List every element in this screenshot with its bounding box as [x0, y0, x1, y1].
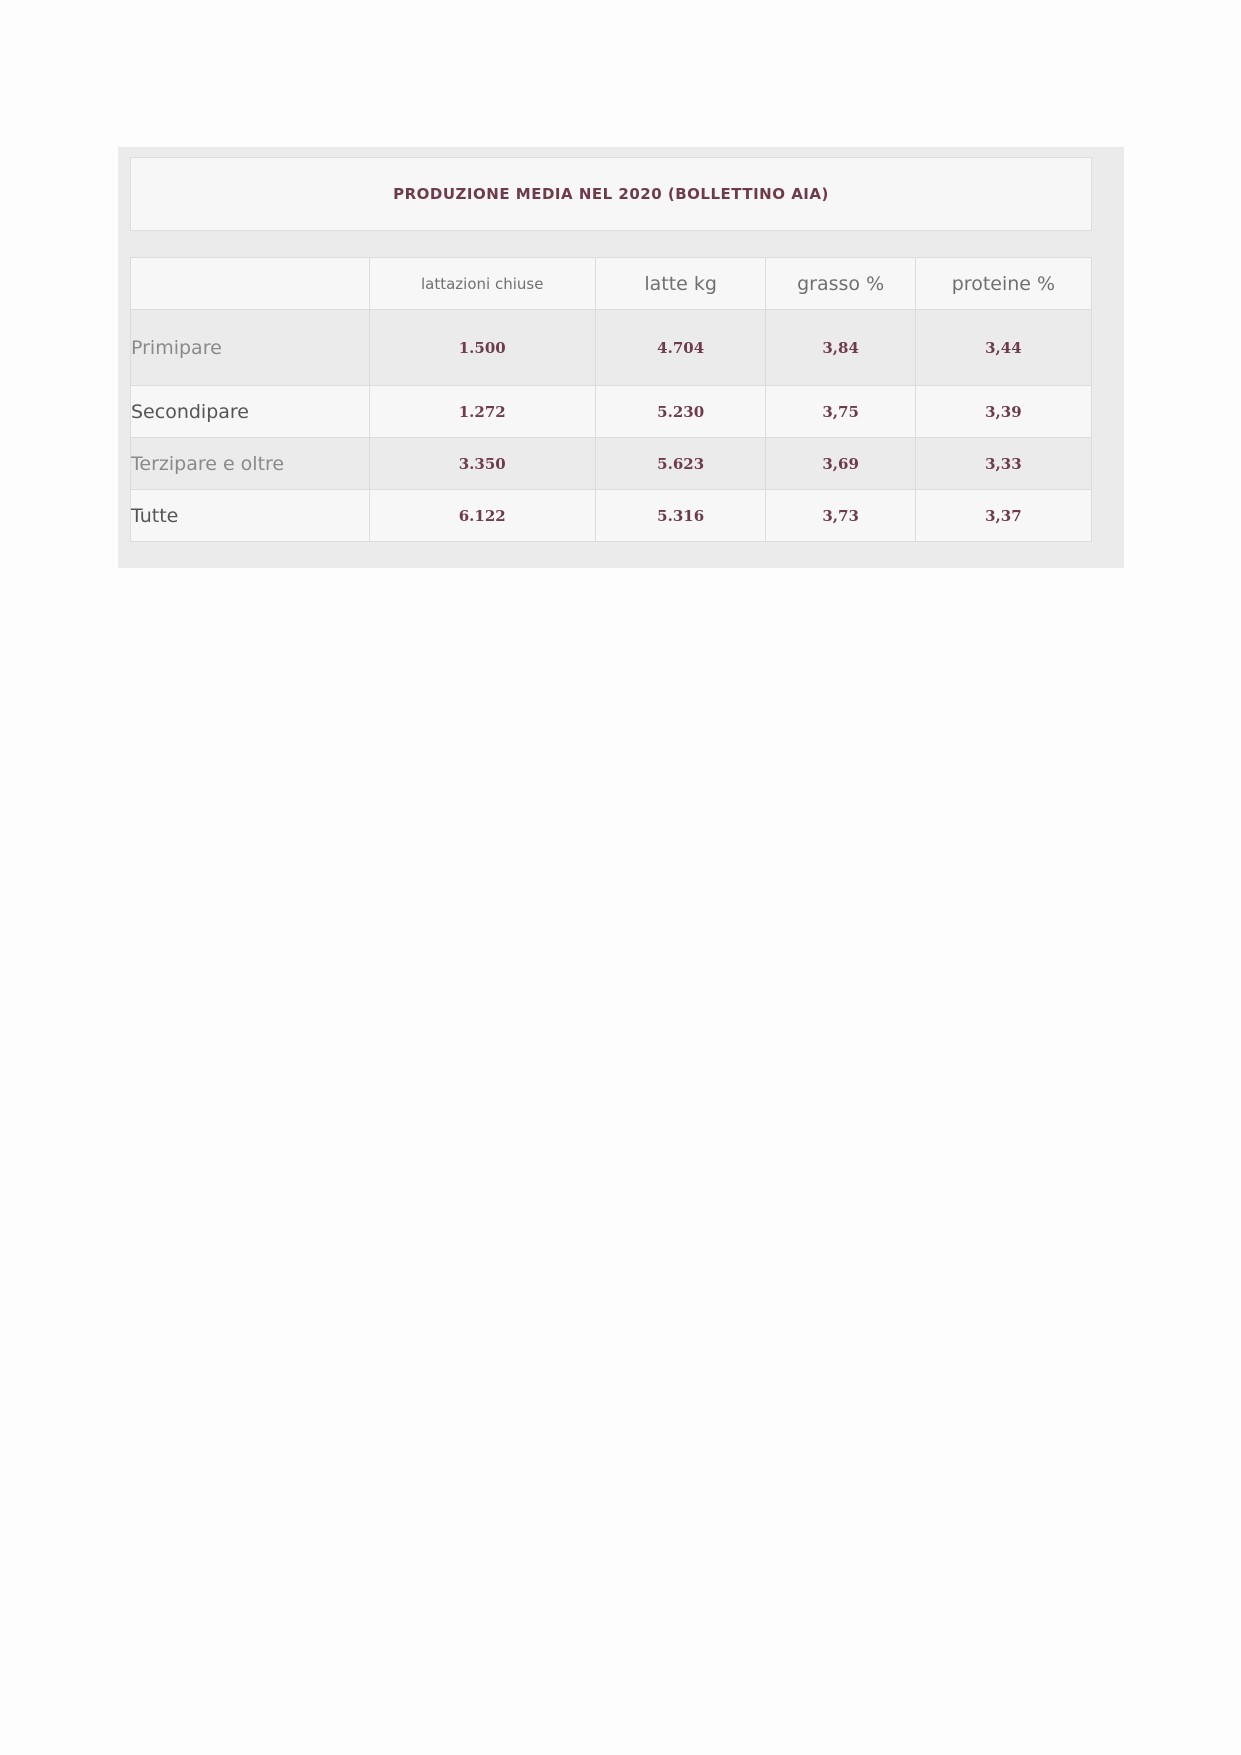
cell-proteine: 3,44 — [915, 310, 1091, 386]
header-lattazioni-chiuse: lattazioni chiuse — [369, 258, 595, 310]
table-title: PRODUZIONE MEDIA NEL 2020 (BOLLETTINO AIA) — [393, 185, 829, 203]
header-latte-kg: latte kg — [595, 258, 766, 310]
cell-latte: 5.316 — [595, 490, 766, 542]
cell-grasso: 3,84 — [766, 310, 915, 386]
table-title-box — [130, 157, 1092, 231]
table-row — [131, 490, 1092, 542]
cell-lattazioni: 6.122 — [369, 490, 595, 542]
cell-proteine: 3,33 — [915, 438, 1091, 490]
cell-lattazioni: 1.272 — [369, 386, 595, 438]
header-row — [131, 258, 1092, 310]
row-label: Terzipare e oltre — [131, 438, 370, 490]
production-table — [130, 257, 1092, 542]
cell-grasso: 3,75 — [766, 386, 915, 438]
header-cell-empty — [131, 258, 370, 310]
table-panel — [118, 147, 1124, 568]
row-label: Tutte — [131, 490, 370, 542]
table-row — [131, 386, 1092, 438]
cell-grasso: 3,69 — [766, 438, 915, 490]
cell-latte: 5.623 — [595, 438, 766, 490]
row-label: Secondipare — [131, 386, 370, 438]
cell-lattazioni: 1.500 — [369, 310, 595, 386]
cell-proteine: 3,39 — [915, 386, 1091, 438]
header-grasso: grasso % — [766, 258, 915, 310]
cell-lattazioni: 3.350 — [369, 438, 595, 490]
table-row — [131, 438, 1092, 490]
cell-proteine: 3,37 — [915, 490, 1091, 542]
cell-latte: 4.704 — [595, 310, 766, 386]
header-proteine: proteine % — [915, 258, 1091, 310]
row-label: Primipare — [131, 310, 370, 386]
table-row — [131, 310, 1092, 386]
cell-latte: 5.230 — [595, 386, 766, 438]
cell-grasso: 3,73 — [766, 490, 915, 542]
